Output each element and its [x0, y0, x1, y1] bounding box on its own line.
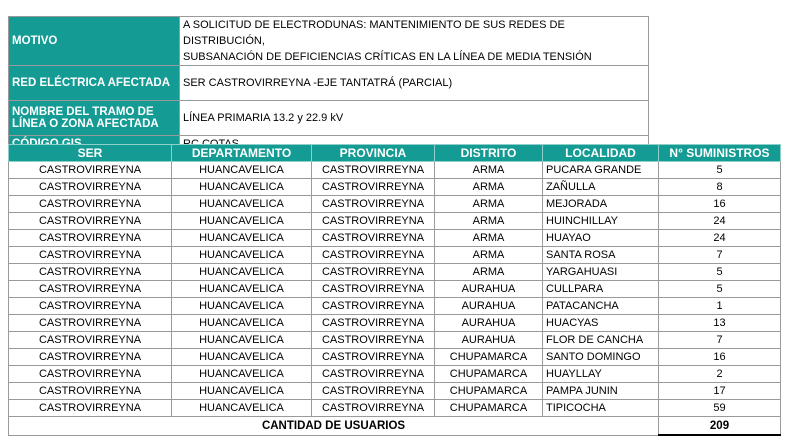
table-row	[9, 281, 781, 298]
table-row	[9, 315, 781, 332]
cell-departamento: HUANCAVELICA	[172, 230, 312, 247]
red-label: RED ELÉCTRICA AFECTADA	[9, 66, 180, 101]
cell-localidad: PAMPA JUNIN	[543, 383, 659, 400]
cell-departamento: HUANCAVELICA	[172, 162, 312, 179]
cell-ser: CASTROVIRREYNA	[9, 179, 172, 196]
table-row	[9, 349, 781, 366]
tramo-label	[9, 101, 180, 136]
cell-suministros: 5	[659, 264, 781, 281]
cell-departamento: HUANCAVELICA	[172, 315, 312, 332]
cell-provincia: CASTROVIRREYNA	[312, 196, 435, 213]
cell-distrito: ARMA	[435, 196, 543, 213]
cell-provincia: CASTROVIRREYNA	[312, 349, 435, 366]
cell-distrito: ARMA	[435, 247, 543, 264]
cell-localidad: TIPICOCHA	[543, 400, 659, 417]
cell-localidad: HUACYAS	[543, 315, 659, 332]
cell-suministros: 13	[659, 315, 781, 332]
cell-ser: CASTROVIRREYNA	[9, 332, 172, 349]
cell-distrito: AURAHUA	[435, 298, 543, 315]
cell-departamento: HUANCAVELICA	[172, 383, 312, 400]
cell-suministros: 7	[659, 247, 781, 264]
cell-distrito: ARMA	[435, 162, 543, 179]
cell-provincia: CASTROVIRREYNA	[312, 230, 435, 247]
cell-provincia: CASTROVIRREYNA	[312, 332, 435, 349]
cell-ser: CASTROVIRREYNA	[9, 400, 172, 417]
header-row	[9, 145, 781, 162]
cell-departamento: HUANCAVELICA	[172, 264, 312, 281]
cell-localidad: HUAYLLAY	[543, 366, 659, 383]
cell-distrito: AURAHUA	[435, 332, 543, 349]
cell-ser: CASTROVIRREYNA	[9, 383, 172, 400]
cell-ser: CASTROVIRREYNA	[9, 366, 172, 383]
cell-localidad: SANTA ROSA	[543, 247, 659, 264]
cell-ser: CASTROVIRREYNA	[9, 315, 172, 332]
cell-departamento: HUANCAVELICA	[172, 332, 312, 349]
cell-localidad: CULLPARA	[543, 281, 659, 298]
cell-departamento: HUANCAVELICA	[172, 281, 312, 298]
table-row	[9, 383, 781, 400]
cell-distrito: CHUPAMARCA	[435, 383, 543, 400]
info-row-motivo	[9, 17, 649, 66]
cell-suministros: 5	[659, 281, 781, 298]
cell-ser: CASTROVIRREYNA	[9, 162, 172, 179]
cell-localidad: PATACANCHA	[543, 298, 659, 315]
cell-suministros: 2	[659, 366, 781, 383]
cell-distrito: ARMA	[435, 179, 543, 196]
cell-departamento: HUANCAVELICA	[172, 247, 312, 264]
motivo-value	[180, 17, 649, 66]
motivo-line-1: A SOLICITUD DE ELECTRODUNAS: MANTENIMIENTO DE SUS REDES DE DISTRIBUCIÓN,	[183, 19, 565, 47]
cell-distrito: CHUPAMARCA	[435, 366, 543, 383]
cell-suministros: 59	[659, 400, 781, 417]
total-row	[9, 417, 781, 436]
cell-provincia: CASTROVIRREYNA	[312, 366, 435, 383]
info-row-red	[9, 66, 649, 101]
cell-distrito: CHUPAMARCA	[435, 349, 543, 366]
motivo-label: MOTIVO	[9, 17, 180, 66]
cell-localidad: ZAÑULLA	[543, 179, 659, 196]
header-distrito: DISTRITO	[435, 145, 543, 162]
cell-ser: CASTROVIRREYNA	[9, 213, 172, 230]
header-localidad: LOCALIDAD	[543, 145, 659, 162]
cell-provincia: CASTROVIRREYNA	[312, 400, 435, 417]
header-suministros: N° SUMINISTROS	[659, 145, 781, 162]
cell-ser: CASTROVIRREYNA	[9, 196, 172, 213]
cell-distrito: CHUPAMARCA	[435, 400, 543, 417]
cell-provincia: CASTROVIRREYNA	[312, 247, 435, 264]
cell-provincia: CASTROVIRREYNA	[312, 179, 435, 196]
cell-provincia: CASTROVIRREYNA	[312, 298, 435, 315]
cell-suministros: 5	[659, 162, 781, 179]
cell-distrito: AURAHUA	[435, 315, 543, 332]
cell-provincia: CASTROVIRREYNA	[312, 315, 435, 332]
cell-ser: CASTROVIRREYNA	[9, 349, 172, 366]
cell-provincia: CASTROVIRREYNA	[312, 213, 435, 230]
cell-suministros: 7	[659, 332, 781, 349]
table-row	[9, 230, 781, 247]
cell-suministros: 8	[659, 179, 781, 196]
cell-departamento: HUANCAVELICA	[172, 298, 312, 315]
cell-suministros: 17	[659, 383, 781, 400]
cell-ser: CASTROVIRREYNA	[9, 264, 172, 281]
table-row	[9, 264, 781, 281]
tramo-label-line-2: LÍNEA O ZONA AFECTADA	[12, 118, 159, 130]
cell-suministros: 1	[659, 298, 781, 315]
cell-localidad: HUINCHILLAY	[543, 213, 659, 230]
table-row	[9, 332, 781, 349]
header-departamento: DEPARTAMENTO	[172, 145, 312, 162]
header-provincia: PROVINCIA	[312, 145, 435, 162]
table-row	[9, 162, 781, 179]
table-row	[9, 298, 781, 315]
table-body	[9, 162, 781, 417]
info-table	[8, 16, 649, 153]
suministros-table	[8, 144, 781, 436]
cell-ser: CASTROVIRREYNA	[9, 247, 172, 264]
cell-ser: CASTROVIRREYNA	[9, 281, 172, 298]
table-row	[9, 247, 781, 264]
cell-suministros: 16	[659, 349, 781, 366]
cell-suministros: 16	[659, 196, 781, 213]
total-value: 209	[659, 417, 781, 436]
cell-suministros: 24	[659, 213, 781, 230]
cell-ser: CASTROVIRREYNA	[9, 230, 172, 247]
cell-departamento: HUANCAVELICA	[172, 400, 312, 417]
cell-departamento: HUANCAVELICA	[172, 179, 312, 196]
cell-distrito: ARMA	[435, 213, 543, 230]
cell-provincia: CASTROVIRREYNA	[312, 281, 435, 298]
table-row	[9, 213, 781, 230]
table-row	[9, 196, 781, 213]
table-row	[9, 179, 781, 196]
cell-suministros: 24	[659, 230, 781, 247]
info-row-tramo	[9, 101, 649, 136]
cell-localidad: MEJORADA	[543, 196, 659, 213]
cell-localidad: PUCARA GRANDE	[543, 162, 659, 179]
cell-distrito: ARMA	[435, 230, 543, 247]
cell-localidad: HUAYAO	[543, 230, 659, 247]
cell-provincia: CASTROVIRREYNA	[312, 264, 435, 281]
total-label: CANTIDAD DE USUARIOS	[9, 417, 659, 436]
cell-localidad: YARGAHUASI	[543, 264, 659, 281]
cell-localidad: FLOR DE CANCHA	[543, 332, 659, 349]
header-ser: SER	[9, 145, 172, 162]
cell-departamento: HUANCAVELICA	[172, 349, 312, 366]
red-value: SER CASTROVIRREYNA -EJE TANTATRÁ (PARCIAL)	[180, 66, 649, 101]
cell-distrito: ARMA	[435, 264, 543, 281]
tramo-value: LÍNEA PRIMARIA 13.2 y 22.9 kV	[180, 101, 649, 136]
tramo-label-line-1: NOMBRE DEL TRAMO DE	[12, 106, 154, 118]
cell-distrito: AURAHUA	[435, 281, 543, 298]
table-row	[9, 400, 781, 417]
cell-departamento: HUANCAVELICA	[172, 196, 312, 213]
cell-departamento: HUANCAVELICA	[172, 366, 312, 383]
motivo-line-2: SUBSANACIÓN DE DEFICIENCIAS CRÍTICAS EN LA LÍNEA DE MEDIA TENSIÓN	[183, 51, 592, 63]
cell-provincia: CASTROVIRREYNA	[312, 383, 435, 400]
cell-ser: CASTROVIRREYNA	[9, 298, 172, 315]
cell-provincia: CASTROVIRREYNA	[312, 162, 435, 179]
table-row	[9, 366, 781, 383]
cell-departamento: HUANCAVELICA	[172, 213, 312, 230]
cell-localidad: SANTO DOMINGO	[543, 349, 659, 366]
